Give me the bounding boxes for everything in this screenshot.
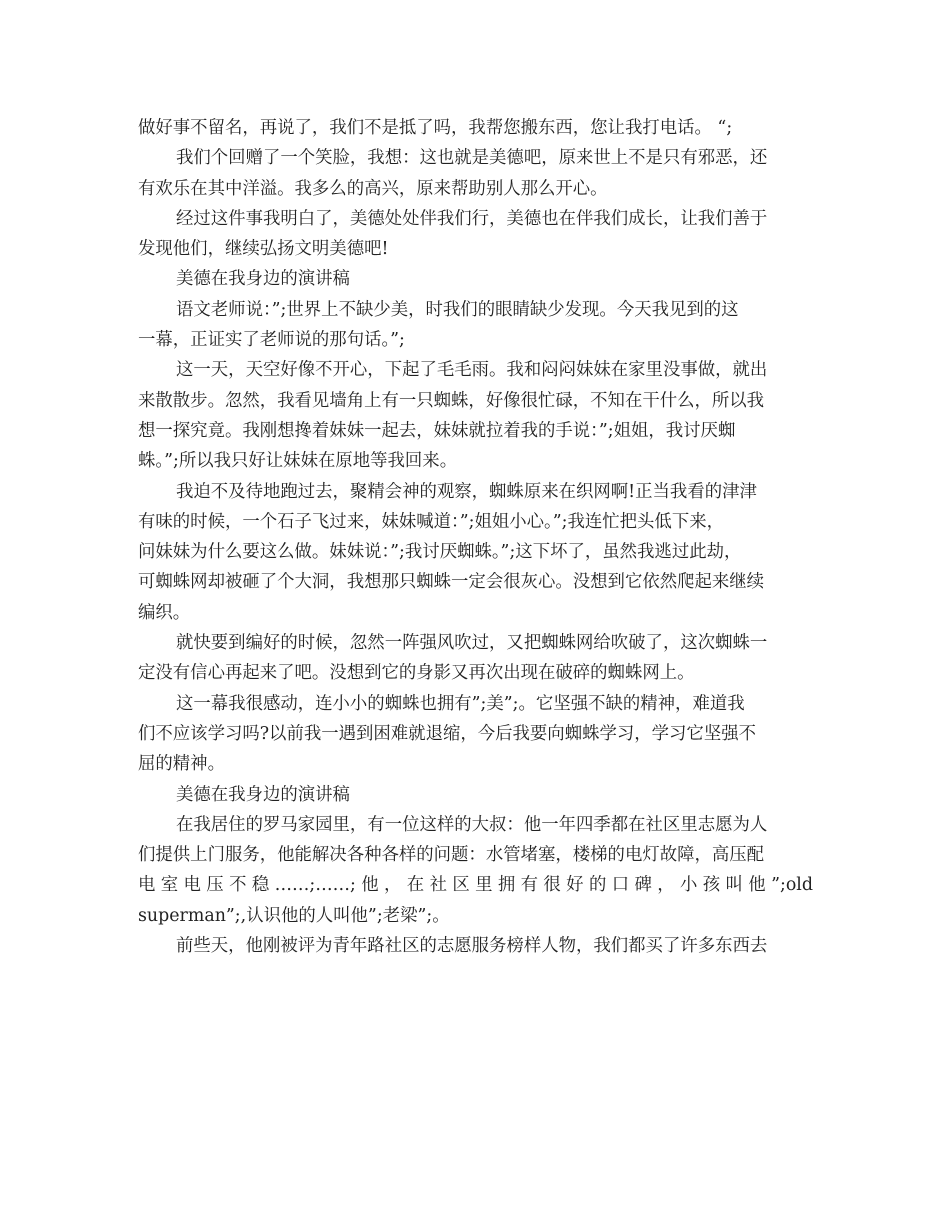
text-line: 语文老师说：”;世界上不缺少美，时我们的眼睛缺少发现。今天我见到的这 <box>176 299 739 320</box>
text-line: 就快要到编好的时候，忽然一阵强风吹过，又把蜘蛛网给吹破了，这次蜘蛛一 <box>176 633 768 654</box>
text-line: 们提供上门服务，他能解决各种各样的问题：水管堵塞，楼梯的电灯故障，高压配 <box>138 845 765 866</box>
text-line: 我们个回赠了一个笑脸，我想：这也就是美德吧，原来世上不是只有邪恶，还 <box>176 148 768 169</box>
text-line: 可蜘蛛网却被砸了个大洞，我想那只蜘蛛一定会很灰心。没想到它依然爬起来继续 <box>138 572 765 593</box>
text-line: 一幕，正证实了老师说的那句话。”; <box>138 330 405 351</box>
text-line: 我迫不及待地跑过去，聚精会神的观察，蜘蛛原来在织网啊!正当我看的津津 <box>176 481 757 502</box>
text-line: 问妹妹为什么要这么做。妹妹说：”;我讨厌蜘蛛。”;这下坏了，虽然我逃过此劫， <box>138 542 742 563</box>
text-line: 电室电压不稳……;……;他，在社区里拥有很好的口碑，小孩叫他”;old <box>138 875 813 896</box>
text-line: 前些天，他刚被评为青年路社区的志愿服务榜样人物，我们都买了许多东西去 <box>176 936 768 957</box>
text-line: 屈的精神。 <box>138 754 225 775</box>
text-line: 有欢乐在其中洋溢。我多么的高兴，原来帮助别人那么开心。 <box>138 178 608 199</box>
text-line: 这一幕我很感动，连小小的蜘蛛也拥有”;美”;。它坚强不缺的精神，难道我 <box>176 693 745 714</box>
text-line: 在我居住的罗马家园里，有一位这样的大叔：他一年四季都在社区里志愿为人 <box>176 814 768 835</box>
text-line: 蛛。”;所以我只好让妹妹在原地等我回来。 <box>138 451 458 472</box>
text-line: 来散散步。忽然，我看见墙角上有一只蜘蛛，好像很忙碌，不知在干什么，所以我 <box>138 390 765 411</box>
text-line: superman”;,认识他的人叫他”;老梁”;。 <box>138 905 450 926</box>
text-line: 有味的时候，一个石子飞过来，妹妹喊道：”;姐姐小心。”;我连忙把头低下来， <box>138 511 724 532</box>
text-line: 做好事不留名，再说了，我们不是抵了吗，我帮您搬东西，您让我打电话。 “; <box>138 118 733 138</box>
text-line: 想一探究竟。我刚想搀着妹妹一起去，妹妹就拉着我的手说：”;姐姐，我讨厌蜘 <box>138 420 736 441</box>
document-body <box>138 113 813 961</box>
text-line: 发现他们，继续弘扬文明美德吧! <box>138 239 389 260</box>
text-line: 编织。 <box>138 602 191 623</box>
text-line: 美德在我身边的演讲稿 <box>176 269 350 290</box>
text-line: 美德在我身边的演讲稿 <box>176 784 350 805</box>
text-line: 这一天，天空好像不开心，下起了毛毛雨。我和闷闷妹妹在家里没事做，就出 <box>176 360 768 381</box>
text-line: 经过这件事我明白了，美德处处伴我们行，美德也在伴我们成长，让我们善于 <box>176 208 768 229</box>
text-line: 定没有信心再起来了吧。没想到它的身影又再次出现在破碎的蜘蛛网上。 <box>138 663 695 684</box>
text-line: 们不应该学习吗?以前我一遇到困难就退缩，今后我要向蜘蛛学习，学习它坚强不 <box>138 723 756 744</box>
